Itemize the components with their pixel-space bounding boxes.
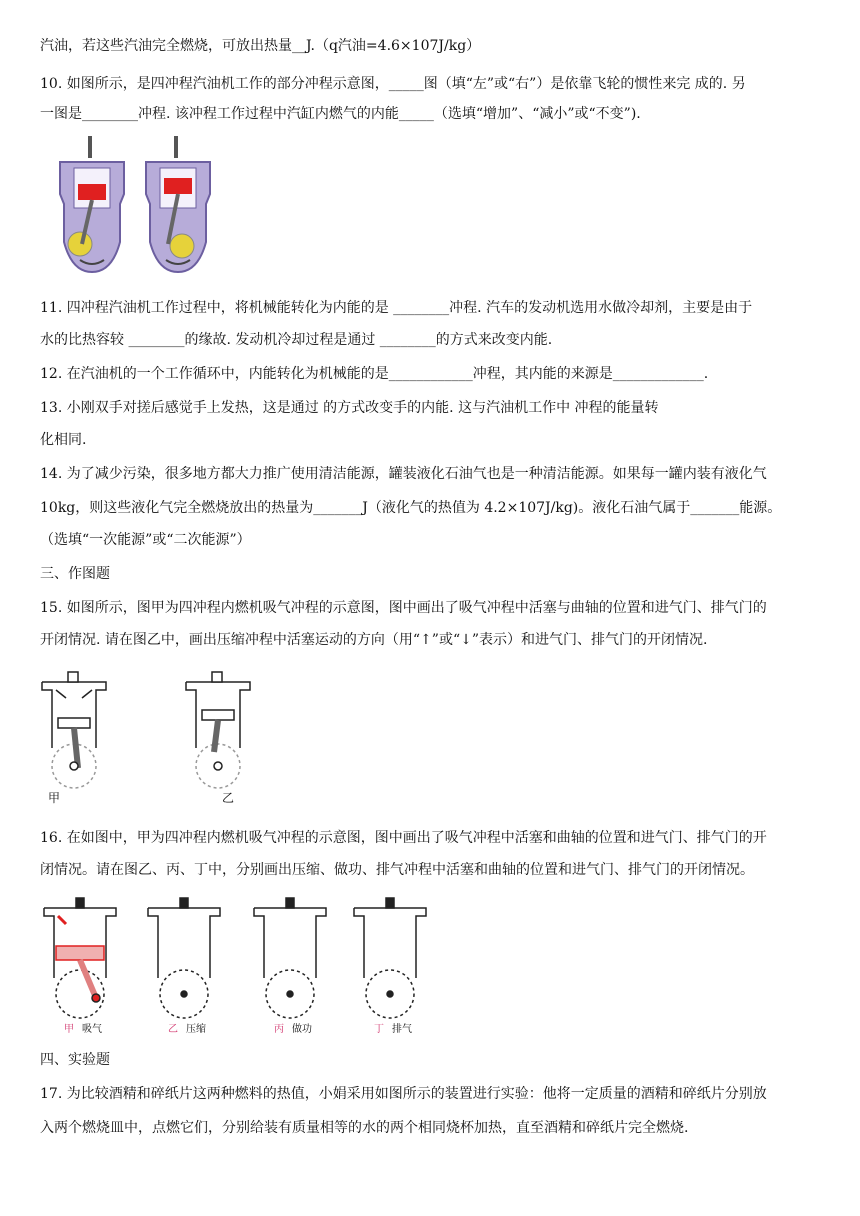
question-12-line: 12. 在汽油机的一个工作循环中，内能转化为机械能的是____________冲程，其内能的来源是_____________. (40, 366, 709, 382)
question-14-line-2: 10kg，则这些液化气完全燃烧放出的热量为_______J（液化气的热值为 4.2×107J/kg)。液化石油气属于_______能源。 (40, 500, 782, 516)
q10-engine-figure (52, 134, 220, 280)
engine-jia (42, 672, 106, 788)
question-16-line-2: 闭情况。请在图乙、丙、丁中，分别画出压缩、做功、排气冲程中活塞和曲轴的位置和进气门、排气门的开闭情况。 (40, 862, 754, 878)
question-10-line-2: 一图是________冲程. 该冲程工作过程中汽缸内燃气的内能_____（选填“增加”、“减小”或“不变”). (40, 106, 641, 122)
question-13-line-1: 13. 小刚双手对搓后感觉手上发热，这是通过 的方式改变手的内能. 这与汽油机工作中 冲程的能量转 (40, 400, 659, 416)
fig15-label-jia: 甲 (48, 791, 61, 805)
fig16-label-exhaust: 排气 (392, 1024, 412, 1035)
question-13-line-2: 化相同. (40, 432, 87, 448)
fig16-label-jia: 甲 (64, 1024, 74, 1035)
section-heading-drawing: 三、作图题 (40, 566, 110, 582)
question-11-line-1: 11. 四冲程汽油机工作过程中，将机械能转化为内能的是 ________冲程. 汽车的发动机选用水做冷却剂，主要是由于 (40, 300, 753, 316)
engine-yi (186, 672, 250, 788)
question-17-line-2: 入两个燃烧皿中，点燃它们，分别给装有质量相等的水的两个相同烧杯加热，直至酒精和碎纸片完全燃烧. (40, 1120, 689, 1136)
text-line-1: 汽油，若这些汽油完全燃烧，可放出热量__J.（q汽油=4.6×107J/kg） (40, 38, 481, 54)
engine-yi-compression (148, 898, 220, 1018)
left-engine-diagram (60, 136, 124, 272)
question-17-line-1: 17. 为比较酒精和碎纸片这两种燃料的热值，小娟采用如图所示的装置进行实验：他将一定质量的酒精和碎纸片分别放 (40, 1086, 767, 1102)
fig16-label-ding: 丁 (374, 1024, 384, 1035)
fig16-label-power: 做功 (292, 1024, 312, 1035)
section-heading-experiment: 四、实验题 (40, 1052, 110, 1068)
q15-engine-figure (36, 668, 276, 808)
q16-engine-figure (40, 894, 440, 1036)
question-15-line-2: 开闭情况. 请在图乙中，画出压缩冲程中活塞运动的方向（用“↑”或“↓”表示）和进气门、排气门的开闭情况. (40, 632, 708, 648)
engine-bing-power (254, 898, 326, 1018)
question-10-line-1: 10. 如图所示，是四冲程汽油机工作的部分冲程示意图，_____图（填“左”或“右”）是依靠飞轮的惯性来完 成的. 另 (40, 76, 746, 92)
right-engine-diagram (146, 136, 210, 272)
fig15-label-yi: 乙 (222, 791, 235, 805)
question-16-line-1: 16. 在如图中，甲为四冲程内燃机吸气冲程的示意图，图中画出了吸气冲程中活塞和曲轴的位置和进气门、排气门的开 (40, 830, 767, 846)
fig16-label-intake: 吸气 (82, 1024, 102, 1035)
engine-jia-intake (44, 898, 116, 1018)
fig16-label-yi: 乙 (168, 1024, 178, 1035)
question-14-line-1: 14. 为了减少污染，很多地方都大力推广使用清洁能源，罐装液化石油气也是一种清洁能源。如果每一罐内装有液化气 (40, 466, 767, 482)
question-11-line-2: 水的比热容较 ________的缘故. 发动机冷却过程是通过 ________的方式来改变内能. (40, 332, 553, 348)
fig16-label-compression: 压缩 (186, 1024, 206, 1035)
fig16-label-bing: 丙 (274, 1024, 284, 1035)
engine-ding-exhaust (354, 898, 426, 1018)
question-15-line-1: 15. 如图所示，图甲为四冲程内燃机吸气冲程的示意图，图中画出了吸气冲程中活塞与曲轴的位置和进气门、排气门的 (40, 600, 767, 616)
question-14-line-3: （选填“一次能源”或“二次能源”） (40, 532, 251, 548)
